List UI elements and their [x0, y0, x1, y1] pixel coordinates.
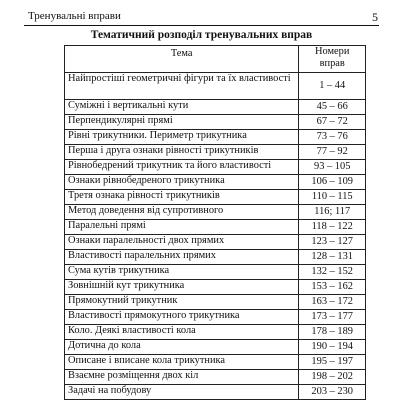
- table-row: [65, 295, 366, 310]
- exercise-range-cell: 173 – 177: [299, 310, 366, 325]
- table-row: [65, 280, 366, 295]
- topic-cell: Паралельні прямі: [65, 220, 299, 235]
- exercise-range-cell: 77 – 92: [299, 145, 366, 160]
- topic-cell: Найпростіші геометричні фігури та їх властивості: [65, 73, 299, 100]
- exercise-range-cell: 118 – 122: [299, 220, 366, 235]
- topic-cell: Суміжні і вертикальні кути: [65, 100, 299, 115]
- topic-cell: Зовнішній кут трикутника: [65, 280, 299, 295]
- topic-cell: Описане і вписане кола трикутника: [65, 355, 299, 370]
- exercise-range-cell: 93 – 105: [299, 160, 366, 175]
- table-row: [65, 100, 366, 115]
- topic-cell: Властивості прямокутного трикутника: [65, 310, 299, 325]
- table-row: [65, 355, 366, 370]
- table-row: [65, 340, 366, 355]
- table-row: [65, 205, 366, 220]
- table-row: [65, 73, 366, 100]
- exercise-range-cell: 116; 117: [299, 205, 366, 220]
- table-row: [65, 130, 366, 145]
- running-title: Тренувальні вправи: [28, 10, 121, 22]
- exercise-range-cell: 198 – 202: [299, 370, 366, 385]
- exercise-range-cell: 123 – 127: [299, 235, 366, 250]
- topic-cell: Задачі на побудову: [65, 385, 299, 400]
- table-row: [65, 115, 366, 130]
- exercise-range-cell: 1 – 44: [299, 73, 366, 100]
- exercise-range-cell: 203 – 230: [299, 385, 366, 400]
- topic-cell: Перша і друга ознаки рівності трикутників: [65, 145, 299, 160]
- exercise-range-cell: 178 – 189: [299, 325, 366, 340]
- exercise-range-cell: 67 – 72: [299, 115, 366, 130]
- table-row: [65, 190, 366, 205]
- topic-cell: Взаємне розміщення двох кіл: [65, 370, 299, 385]
- exercise-range-cell: 73 – 76: [299, 130, 366, 145]
- header-rule: [24, 25, 379, 26]
- table-row: [65, 265, 366, 280]
- topic-cell: Ознаки паралельності двох прямих: [65, 235, 299, 250]
- topic-cell: Ознаки рівнобедреного трикутника: [65, 175, 299, 190]
- table-row: [65, 145, 366, 160]
- table-row: [65, 370, 366, 385]
- topic-cell: Третя ознака рівності трикутників: [65, 190, 299, 205]
- page-number: 5: [372, 10, 378, 24]
- exercise-range-cell: 45 – 66: [299, 100, 366, 115]
- page-header: [28, 10, 378, 26]
- topics-table: [64, 45, 366, 400]
- topic-cell: Властивості паралельних прямих: [65, 250, 299, 265]
- topic-cell: Сума кутів трикутника: [65, 265, 299, 280]
- exercise-range-cell: 190 – 194: [299, 340, 366, 355]
- topic-cell: Рівні трикутники. Периметр трикутника: [65, 130, 299, 145]
- table-row: [65, 175, 366, 190]
- table-row: [65, 250, 366, 265]
- exercise-range-cell: 128 – 131: [299, 250, 366, 265]
- topic-cell: Рівнобедрений трикутник та його властивості: [65, 160, 299, 175]
- exercise-range-cell: 132 – 152: [299, 265, 366, 280]
- table-row: [65, 220, 366, 235]
- table-row: [65, 160, 366, 175]
- topic-cell: Дотична до кола: [65, 340, 299, 355]
- exercise-range-cell: 195 – 197: [299, 355, 366, 370]
- topic-cell: Метод доведення від супротивного: [65, 205, 299, 220]
- table-row: [65, 385, 366, 400]
- exercise-range-cell: 106 – 109: [299, 175, 366, 190]
- topic-cell: Перпендикулярні прямі: [65, 115, 299, 130]
- table-body: [65, 73, 366, 400]
- table-header-row: [65, 46, 366, 73]
- table-row: [65, 325, 366, 340]
- exercise-range-cell: 153 – 162: [299, 280, 366, 295]
- topic-cell: Коло. Деякі властивості кола: [65, 325, 299, 340]
- table-heading: Тематичний розподіл тренувальних вправ: [90, 29, 313, 41]
- column-header-numbers: Номери вправ: [299, 46, 366, 73]
- column-header-topic: Тема: [65, 46, 299, 73]
- table-row: [65, 235, 366, 250]
- topic-cell: Прямокутний трикутник: [65, 295, 299, 310]
- exercise-range-cell: 110 – 115: [299, 190, 366, 205]
- table-row: [65, 310, 366, 325]
- exercise-range-cell: 163 – 172: [299, 295, 366, 310]
